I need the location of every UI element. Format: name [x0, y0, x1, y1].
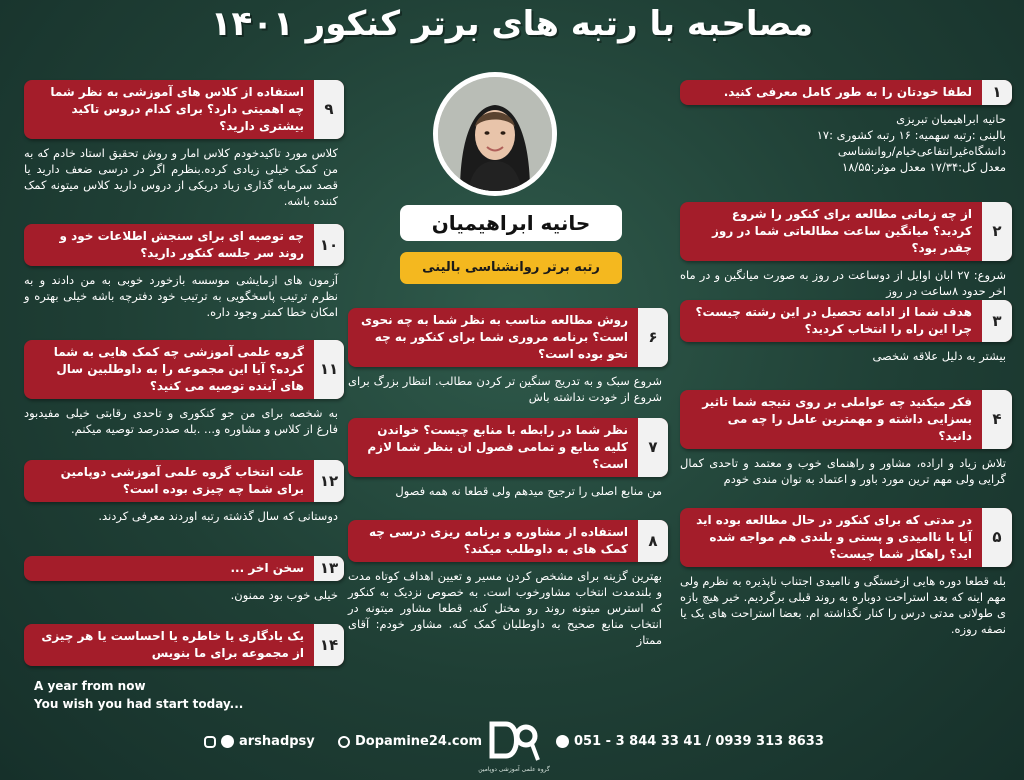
question-text: یک یادگاری یا خاطره یا احساست یا هر چیزی از مجموعه برای ما بنویس: [41, 629, 304, 660]
qa-item-9: [24, 80, 344, 209]
question-box: [24, 80, 344, 139]
qa-item-8: [348, 520, 668, 648]
person-rank: رتبه برتر روانشناسی بالینی: [400, 252, 622, 284]
portrait-photo: [433, 72, 557, 196]
question-box: [348, 520, 668, 562]
qa-item-12: [24, 460, 344, 524]
qa-item-13: [24, 556, 344, 603]
quote-line-1: A year from now: [34, 679, 146, 693]
question-box: [680, 202, 1012, 261]
question-box: [348, 308, 668, 367]
qa-item-11: [24, 340, 344, 437]
question-number: ۷: [638, 418, 668, 477]
qa-item-14: [24, 624, 344, 666]
question-text: سخن اخر ...: [230, 561, 304, 575]
answer-text: من منابع اصلی را ترجیح میدهم ولی قطعا نه همه فصول: [395, 484, 662, 498]
answer-text: آزمون های ازمایشی موسسه بازخورد خوبی به من دادند و به نظرم ترتیب پاسخگویی به ترتیب خود دفترچه باشه خیلی بهتره و امکان خطا کمتر وجود داره.: [24, 273, 338, 319]
question-text: فکر میکنید چه عواملی بر روی نتیجه شما تاثیر بسزایی داشته و مهمترین عامل را چه می دانید؟: [702, 395, 972, 443]
question-text: استفاده از کلاس های آموزشی به نظر شما چه اهمیتی دارد؟ برای کدام دروس تاکید بیشتری دارید؟: [50, 85, 304, 133]
question-text: نظر شما در رابطه با منابع چیست؟ خواندن کلیه منابع و تمامی فصول ان بنظر شما لازم است؟: [367, 423, 628, 471]
question-box: [24, 556, 344, 581]
question-box: [24, 340, 344, 399]
phone-icon: [556, 735, 569, 748]
question-number: ۱۲: [314, 460, 344, 502]
logo-tagline: گروه علمی آموزشی دوپامین: [478, 766, 550, 773]
question-number: ۱۰: [314, 224, 344, 266]
qa-item-5: [680, 508, 1012, 637]
phone-numbers[interactable]: [556, 734, 824, 749]
question-number: ۱۱: [314, 340, 344, 399]
answer-text: تلاش زیاد و اراده، مشاور و راهنمای خوب و معتمد و تاحدی کمال گرایی ولی مهم ترین مورد باور و اعتماد به توان مندی خودم: [680, 456, 1006, 486]
qa-item-7: [348, 418, 668, 499]
website-text: Dopamine24.com: [355, 734, 483, 749]
person-icon: [438, 77, 552, 191]
answer-text: خیلی خوب بود ممنون.: [230, 588, 338, 602]
telegram-icon: [221, 735, 234, 748]
qa-item-2: [680, 202, 1012, 299]
question-number: ۲: [982, 202, 1012, 261]
question-text: چه توصیه ای برای سنجش اطلاعات خود و روند سر جلسه کنکور دارید؟: [59, 229, 304, 260]
question-box: [24, 460, 344, 502]
answer-text: شروع سبک و به تدریج سنگین تر کردن مطالب. انتظار بزرگ برای شروع از خودت نداشته باش: [348, 374, 662, 404]
question-box: [680, 390, 1012, 449]
question-number: ۱۳: [314, 556, 344, 581]
question-text: استفاده از مشاوره و برنامه ریزی درسی چه کمک های به داوطلب میکند؟: [368, 525, 628, 556]
question-number: ۹: [314, 80, 344, 139]
answer-text: بله قطعا دوره هایی ازخستگی و ناامیدی اجتناب ناپذیره به نظرم ولی مهم اینه که بعد استراحت دوباره به روند قبلی برگردیم. خیر هیچ بازه ی طولانی مدتی درس را کنار نگذاشته ام. بعضا استراحت های یک یا نصفه روزه.: [680, 574, 1006, 636]
question-text: در مدتی که برای کنکور در حال مطالعه بوده اید آیا با ناامیدی و پستی و بلندی هم مواجه شده اید؟ راهکار شما چیست؟: [696, 513, 972, 561]
person-name: حانیه ابراهیمیان: [400, 205, 622, 241]
answer-text: شروع: ۲۷ ابان اوایل از دوساعت در روز به صورت میانگین و در ماه اخر حدود ۸ساعت در روز: [680, 268, 1006, 298]
answer-text: بیشتر به دلیل علاقه شخصی: [872, 349, 1006, 363]
answer-text: دوستانی که سال گذشته رتبه اوردند معرفی کردند.: [98, 509, 338, 523]
website-link[interactable]: [338, 734, 482, 749]
qa-item-3: [680, 300, 1012, 364]
question-number: ۶: [638, 308, 668, 367]
question-box: [680, 80, 1012, 105]
answer-text: بهترین گزینه برای مشخص کردن مسیر و تعیین اهداف کوتاه مدت و بلندمدت انتخاب مشاورخوب است. به خصوص نزدیک به کنکور که استرس میتونه روند رو مختل کنه. قطعا مشاور میتونه در انتخاب منابع صحیح به داوطلبان کمک کنه. مشاور خودم: آقای ممتاز: [348, 569, 662, 647]
question-box: [24, 624, 344, 666]
social-handle-text: arshadpsy: [239, 734, 315, 749]
question-number: ۱۴: [314, 624, 344, 666]
phone-text: 051 - 3 844 33 41 / 0939 313 8633: [574, 734, 824, 749]
question-text: روش مطالعه مناسب به نظر شما به چه نحوی است؟ برنامه مروری شما برای کنکور به چه نحو بوده است؟: [360, 313, 628, 361]
qa-item-6: [348, 308, 668, 405]
question-number: ۸: [638, 520, 668, 562]
question-number: ۳: [982, 300, 1012, 342]
social-handle[interactable]: [204, 734, 315, 749]
question-number: ۱: [982, 80, 1012, 105]
question-text: از چه زمانی مطالعه برای کنکور را شروع کردید؟ میانگین ساعت مطالعاتی شما در روز چقدر بود؟: [711, 207, 972, 255]
logo-icon: [486, 720, 542, 764]
question-number: ۴: [982, 390, 1012, 449]
answer-text: کلاس مورد تاکیدخودم کلاس امار و روش تحقیق استاد خادم که به من کمک خیلی زیادی کرده.بنظرم اگر در درسی ضعف دارید یا قصد سرمایه گذاری زیاد دریکی از دروس دارید کلاس میتونه کمک کننده باشه.: [24, 146, 338, 208]
quote-line-2: You wish you had start today...: [34, 697, 244, 711]
question-text: علت انتخاب گروه علمی آموزشی دوپامین برای شما چه چیزی بوده است؟: [60, 465, 304, 496]
footer: [0, 720, 1024, 780]
question-box: [680, 300, 1012, 342]
qa-item-10: [24, 224, 344, 320]
question-box: [348, 418, 668, 477]
question-text: هدف شما از ادامه تحصیل در این رشته چیست؟ چرا این راه را انتخاب کردید؟: [695, 305, 972, 336]
page-title: مصاحبه با رتبه های برتر کنکور ۱۴۰۱: [210, 4, 814, 44]
answer-text: به شخصه برای من جو کنکوری و تاحدی رقابتی خیلی مفیدبود فارغ از کلاس و مشاوره و... .بله صددرصد توصیه میکنم.: [24, 406, 338, 436]
answer-text: حانیه ابراهیمیان تبریزی بالینی :رتبه سهمیه: ۱۶ رتبه کشوری :۱۷ دانشگاه‌غیرانتفاعی‌خیام/روانشناسی معدل کل:۱۷/۳۴ معدل موثر:۱۸/۵۵: [816, 112, 1006, 174]
question-text: لطفا خودتان را به طور کامل معرفی کنید.: [723, 85, 972, 99]
globe-icon: [338, 736, 350, 748]
qa-item-1: [680, 80, 1012, 175]
question-text: گروه علمی آموزشی چه کمک هایی به شما کرده؟ آیا این مجموعه را به داوطلبین سال های آینده توصیه می کنید؟: [53, 345, 304, 393]
qa-item-4: [680, 390, 1012, 487]
motivational-quote: [34, 677, 243, 713]
question-box: [24, 224, 344, 266]
instagram-icon: [204, 736, 216, 748]
question-box: [680, 508, 1012, 567]
question-number: ۵: [982, 508, 1012, 567]
dopamine-logo: [478, 720, 550, 778]
